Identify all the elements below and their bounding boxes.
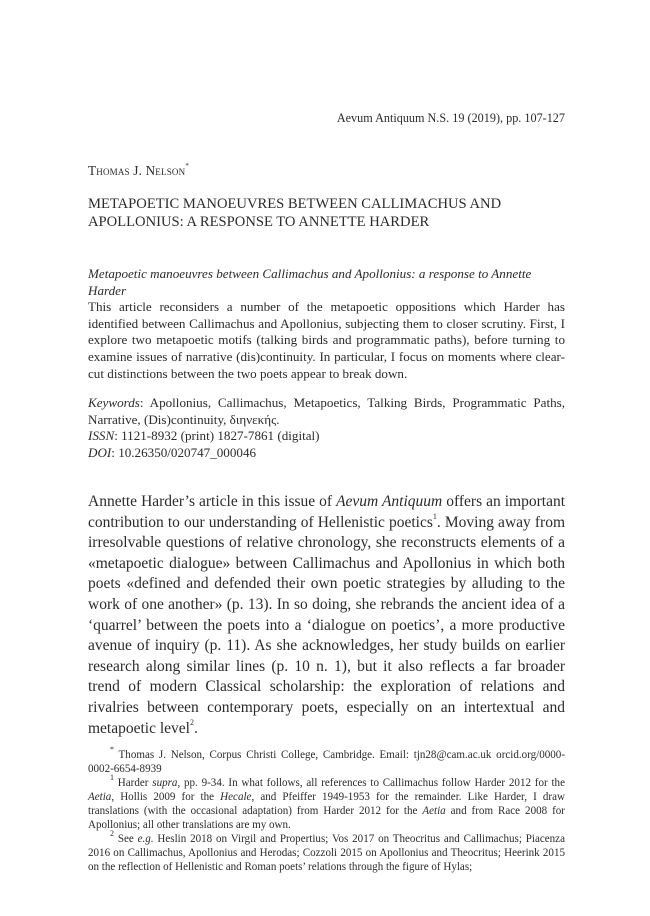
body-text-run: . [194,719,198,737]
abstract [88,266,565,382]
doi-value: : 10.26350/020747_000046 [111,444,257,460]
author-name: Thomas J. Nelson [88,163,186,178]
footnote-text: , and Pfeiffer 1949-1953 for the remainder. Like Harder, I draw translations (with the occasional adaptation) from Harder 2012 for the [88,791,565,817]
body-text-run: Annette Harder’s article in this issue of [88,493,337,510]
footnote-text: Thomas J. Nelson, Corpus Christi College, Cambridge. Email: tjn28@cam.ac.uk orcid.org/0000-0002-6654-8939 [88,749,565,775]
footnote-text: and from Race 2008 for Apollonius; all other translations are my own. [88,805,565,831]
article-title: METAPOETIC MANOEUVRES BETWEEN CALLIMACHUS AND APOLLONIUS: A RESPONSE TO ANNETTE HARDER [88,196,502,230]
body-text [88,492,565,739]
author-line [88,163,189,179]
keywords-block [88,395,565,461]
footnote-1 [88,773,565,832]
keywords-line [88,395,565,428]
footnotes [88,745,565,874]
footnote-text: See [114,833,138,845]
footnote-ref-2: 2 [190,718,194,728]
journal-name-italic: Aevum Antiquum [336,493,443,510]
footnote-text: Harder [114,777,153,789]
footnote-text: Heslin 2018 on Virgil and Propertius; Vos 2017 on Theocritus and Callimachus; Piacenza 2016 on Callimachus, Apollonius and Herodas; Cozzoli 2015 on Apollonius and Theocritus; Heerink 2015 on the reflection of Hellenistic and Roman poets’ relations through the figure of Hylas; [88,833,565,873]
keywords-label: Keywords [88,395,140,410]
issn-line [88,428,565,445]
footnote-text: , pp. 9-34. In what follows, all references to Callimachus follow Harder 2012 for the [177,777,565,789]
footnote-italic: Aetia [422,805,446,817]
author-footnote-marker: * [185,161,190,170]
footnote-italic: e.g. [137,833,154,845]
footnote-text: , Hollis 2009 for the [111,791,221,803]
footnote-marker: 1 [110,773,114,783]
body-paragraph [88,492,565,739]
issn-value: : 1121-8932 (print) 1827-7861 (digital) [114,428,320,444]
body-text-run: offers an important contribution to our understanding of Hellenistic poetics [88,493,566,531]
keywords-text: : Apollonius, Callimachus, Metapoetics, Talking Birds, Programmatic Paths, Narrative, (Dis)continuity, διηνεκής. [88,395,565,427]
footnote-ref-1: 1 [432,512,437,522]
footnote-italic: Aetia [88,791,112,803]
footnote-author [88,745,565,776]
footnote-italic: supra [152,777,178,789]
abstract-title: Metapoetic manoeuvres between Callimachus and Apollonius: a response to Annette Harder [88,266,532,298]
footnote-marker: * [110,745,114,755]
footnote-marker: 2 [110,829,114,839]
footnote-italic: Hecale [220,791,252,803]
journal-reference: Aevum Antiquum N.S. 19 (2019), pp. 107-127 [336,111,565,125]
issn-label: ISSN [88,428,115,444]
doi-label: DOI [88,444,112,460]
footnote-2 [88,829,565,874]
body-text-run: . Moving away from irresolvable questions of relative chronology, she reconstructs elements of a «metapoetic dialogue» between Callimachus and Apollonius in which both poets «defined and defended their own poetic strategies by alluding to the work of one another» (p. 13). In so doing, she rebrands the ancient idea of a ‘quarrel’ between the poets into a ‘dialogue on poetics’, a more productive avenue of inquiry (p. 11). As she acknowledges, her study builds on earlier research along similar lines (p. 10 n. 1), but it also reflects a far broader trend of modern Classical scholarship: the exploration of relations and rivalries between contemporary poets, especially on an intertextual and metapoetic level [88,513,565,737]
abstract-text: This article reconsiders a number of the metapoetic oppositions which Harder has identified between Callimachus and Apollonius, subjecting them to closer scrutiny. First, I explore two metapoetic motifs (talking birds and programmatic paths), before turning to examine issues of narrative (dis)continuity. In particular, I focus on moments where clear-cut distinctions between the two poets appear to break down. [88,299,565,381]
doi-line [88,445,565,462]
